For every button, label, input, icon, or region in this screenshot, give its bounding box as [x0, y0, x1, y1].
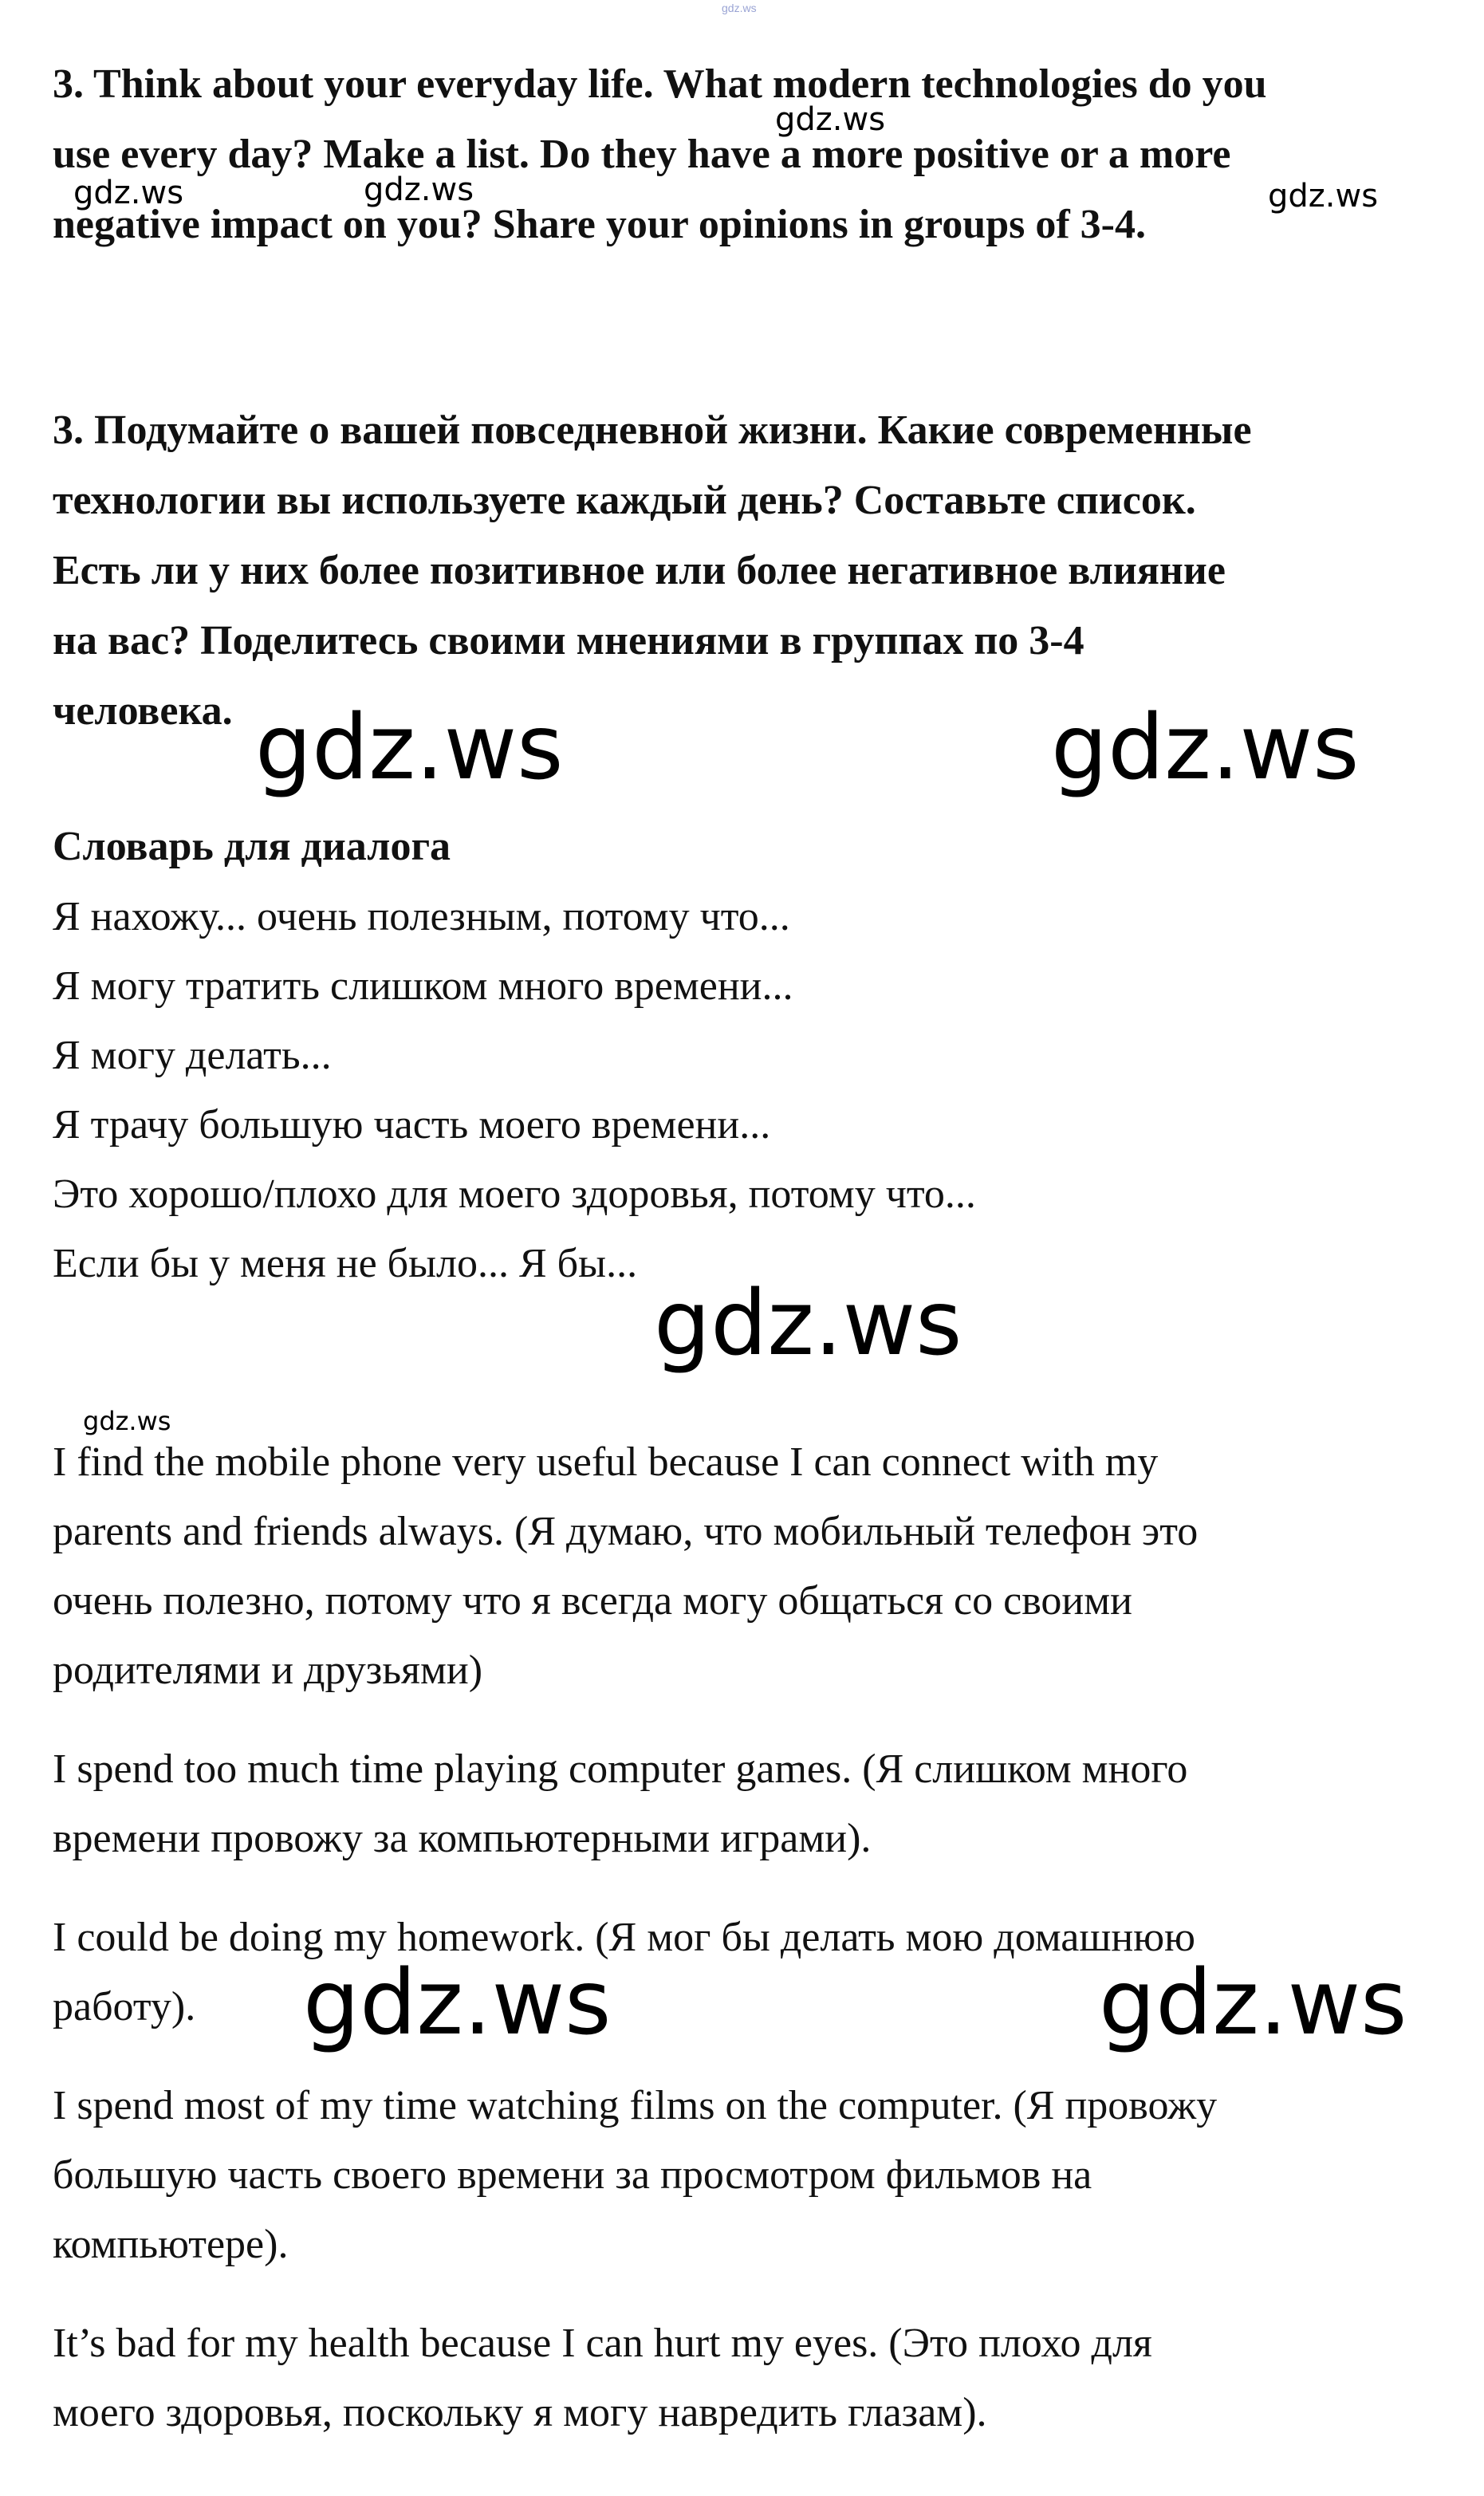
answer-line: родителями и друзьями)	[53, 1648, 483, 1693]
watermark: gdz.ws	[775, 101, 886, 138]
task-line: negative impact on you? Share your opinions in groups of 3-4.	[53, 202, 1146, 247]
task-line: Есть ли у них более позитивное или более негативное влияние	[53, 548, 1226, 593]
answer-line: I spend most of my time watching films on the computer. (Я провожу	[53, 2083, 1218, 2128]
vocabulary-title: Словарь для диалога	[53, 824, 451, 869]
answer-line: компьютере).	[53, 2222, 289, 2267]
watermark: gdz.ws	[654, 1272, 962, 1376]
vocabulary-item: Я нахожу... очень полезным, потому что...	[53, 894, 790, 939]
vocabulary-list	[53, 882, 976, 1298]
task-line: 3. Подумайте о вашей повседневной жизни. Какие современные	[53, 407, 1252, 453]
answer-paragraph	[53, 1903, 1195, 2041]
vocabulary-item: Я могу тратить слишком много времени...	[53, 963, 793, 1009]
header-watermark: gdz.ws	[722, 2, 757, 14]
watermark: gdz.ws	[364, 171, 474, 208]
task-english	[53, 49, 1267, 260]
watermark: gdz.ws	[255, 696, 564, 800]
watermark: gdz.ws	[73, 175, 184, 211]
answer-paragraph	[53, 2071, 1217, 2279]
answer-line: It’s bad for my health because I can hurt my eyes. (Это плохо для	[53, 2321, 1152, 2366]
answer-paragraph	[53, 2309, 1152, 2447]
answer-paragraph	[53, 1734, 1187, 1873]
answer-line: I could be doing my homework. (Я мог бы делать мою домашнюю	[53, 1915, 1195, 1960]
answer-line: большую часть своего времени за просмотром фильмов на	[53, 2152, 1092, 2198]
answer-line: parents and friends always. (Я думаю, что мобильный телефон это	[53, 1509, 1199, 1554]
vocabulary-item: Я могу делать...	[53, 1033, 332, 1078]
task-line: технологии вы используете каждый день? Составьте список.	[53, 478, 1196, 523]
watermark: gdz.ws	[1268, 178, 1379, 215]
answer-line: I find the mobile phone very useful because I can connect with my	[53, 1439, 1159, 1485]
vocabulary-item: Я трачу большую часть моего времени...	[53, 1102, 771, 1148]
task-line: на вас? Поделитесь своими мнениями в группах по 3-4	[53, 618, 1084, 663]
task-russian	[53, 396, 1252, 746]
watermark: gdz.ws	[303, 1951, 612, 2055]
watermark: gdz.ws	[1051, 696, 1360, 800]
vocabulary-item: Это хорошо/плохо для моего здоровья, потому что...	[53, 1171, 976, 1217]
answer-line: I spend too much time playing computer games. (Я слишком много	[53, 1746, 1188, 1792]
watermark: gdz.ws	[1099, 1951, 1407, 2055]
task-line: use every day? Make a list. Do they have a more positive or a more	[53, 132, 1231, 177]
task-line: 3. Think about your everyday life. What modern technologies do you	[53, 61, 1267, 107]
answer-line: очень полезно, потому что я всегда могу общаться со своими	[53, 1578, 1132, 1624]
answer-line: времени провожу за компьютерными играми).	[53, 1816, 872, 1861]
answer-paragraph	[53, 1427, 1198, 1705]
answer-line: работу).	[53, 1984, 196, 2029]
task-line: человека.	[53, 688, 233, 734]
watermark: gdz.ws	[83, 1406, 171, 1436]
vocabulary-item: Если бы у меня не было... Я бы...	[53, 1241, 638, 1286]
answer-line: моего здоровья, поскольку я могу навредить глазам).	[53, 2390, 987, 2435]
